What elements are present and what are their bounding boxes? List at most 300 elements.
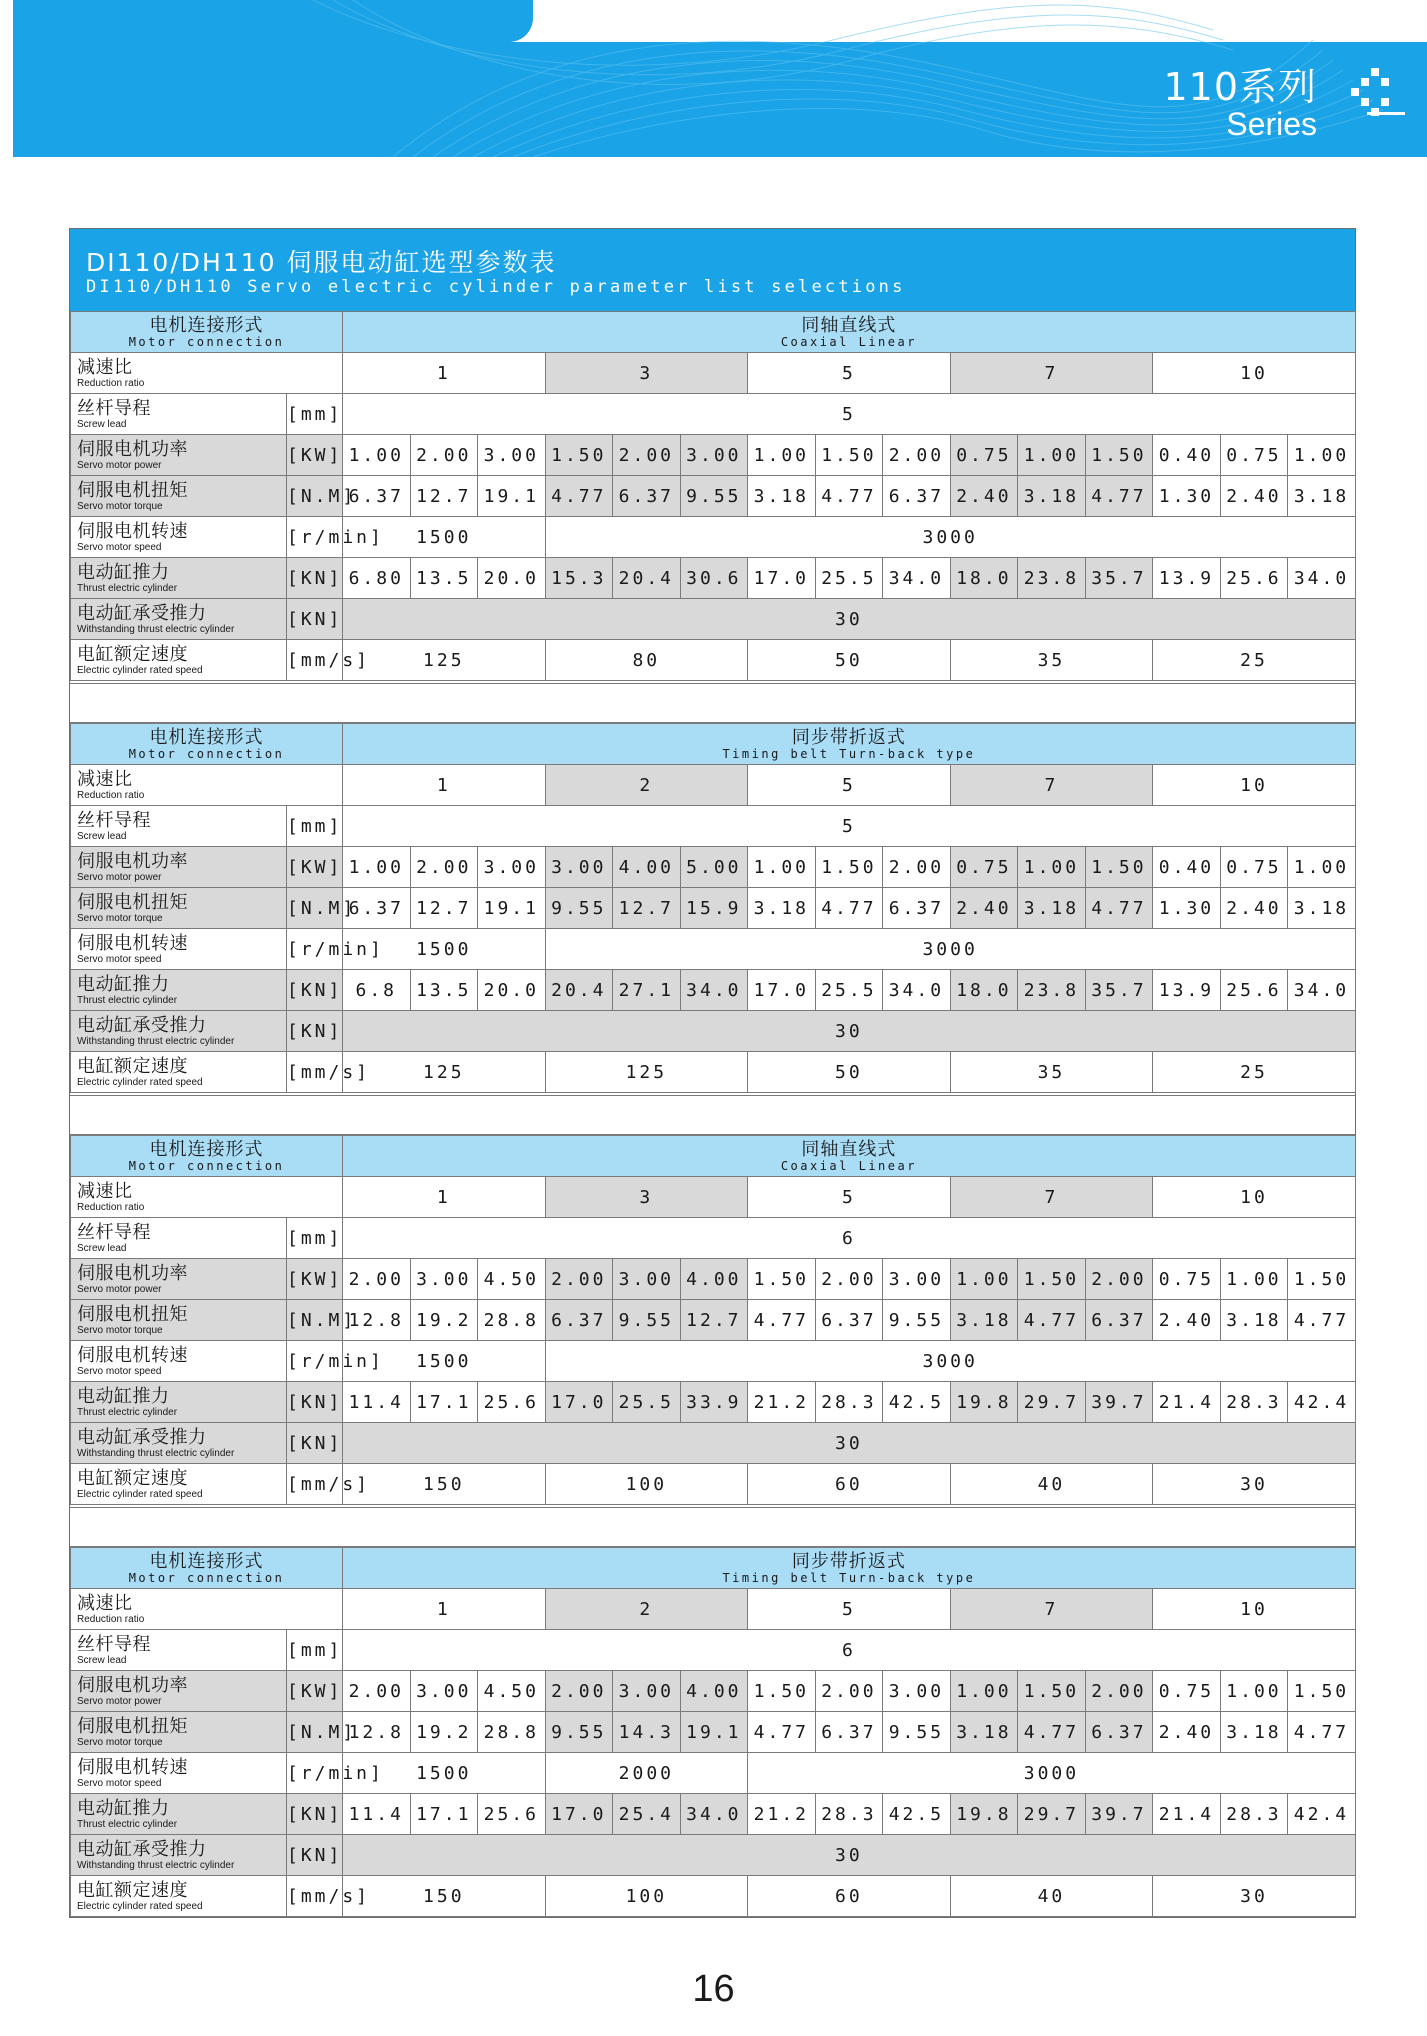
motor-power-value: 4.00: [680, 1671, 748, 1712]
screw-lead-row: [71, 806, 1356, 847]
cylinder-thrust-value: 13.9: [1153, 970, 1221, 1011]
motor-power-value: 2.00: [1085, 1259, 1153, 1300]
cylinder-thrust-value: 25.6: [478, 1382, 546, 1423]
cylinder-thrust-value: 39.7: [1085, 1382, 1153, 1423]
motor-connection-label: [71, 1136, 343, 1177]
screw-lead-value: 5: [343, 806, 1356, 847]
motor-connection-row: [71, 1548, 1356, 1589]
motor-torque-value: 2.40: [950, 888, 1018, 929]
motor-power-row: [71, 435, 1356, 476]
motor-power-value: 2.00: [883, 847, 951, 888]
motor-power-value: 1.00: [748, 847, 816, 888]
withstand-thrust-label: [71, 1835, 287, 1876]
cylinder-thrust-value: 28.3: [1220, 1794, 1288, 1835]
motor-power-value: 1.50: [748, 1259, 816, 1300]
motor-power-label-en: Servo motor power: [77, 871, 162, 883]
connection-type-cn: 同轴直线式: [801, 314, 897, 336]
rated-speed-label-en: Electric cylinder rated speed: [77, 1488, 203, 1500]
withstand-thrust-label-cn: 电动缸承受推力: [77, 602, 207, 624]
motor-speed-row: [71, 929, 1356, 970]
motor-power-value: 0.75: [950, 847, 1018, 888]
motor-power-value: 2.00: [815, 1259, 883, 1300]
rated-speed-value: 125: [343, 640, 546, 681]
cylinder-thrust-label-cn: 电动缸推力: [77, 1385, 170, 1407]
motor-torque-value: 4.77: [1085, 888, 1153, 929]
rated-speed-value: 40: [950, 1876, 1153, 1917]
motor-torque-value: 6.37: [815, 1712, 883, 1753]
motor-torque-unit: [N.M]: [287, 476, 343, 517]
cylinder-thrust-value: 25.6: [1220, 558, 1288, 599]
ratio-value: 10: [1153, 1177, 1356, 1218]
parameter-panel: [69, 228, 1356, 1918]
reduction-ratio-label-en: Reduction ratio: [77, 789, 145, 801]
cylinder-thrust-value: 19.8: [950, 1382, 1018, 1423]
ratio-value: 3: [545, 1177, 748, 1218]
cylinder-thrust-value: 25.5: [815, 970, 883, 1011]
rated-speed-label-cn: 电缸额定速度: [77, 643, 188, 665]
motor-speed-label: [71, 1753, 287, 1794]
motor-torque-value: 6.37: [343, 888, 411, 929]
cylinder-thrust-value: 29.7: [1018, 1794, 1086, 1835]
cylinder-thrust-value: 29.7: [1018, 1382, 1086, 1423]
cylinder-thrust-value: 20.0: [478, 558, 546, 599]
motor-torque-value: 19.2: [410, 1300, 478, 1341]
motor-power-value: 0.75: [950, 435, 1018, 476]
motor-power-value: 1.00: [950, 1671, 1018, 1712]
motor-speed-value: 3000: [545, 517, 1355, 558]
motor-speed-value: 1500: [343, 517, 546, 558]
cylinder-thrust-value: 42.5: [883, 1794, 951, 1835]
cylinder-thrust-label: [71, 558, 287, 599]
cylinder-thrust-value: 21.4: [1153, 1794, 1221, 1835]
motor-speed-unit: [r/min]: [287, 1341, 343, 1382]
cylinder-thrust-value: 23.8: [1018, 558, 1086, 599]
motor-torque-value: 3.18: [950, 1300, 1018, 1341]
withstand-thrust-unit: [KN]: [287, 1011, 343, 1052]
motor-torque-value: 6.37: [883, 476, 951, 517]
motor-torque-value: 14.3: [613, 1712, 681, 1753]
table-spacer: [70, 1507, 1355, 1547]
withstand-thrust-label-en: Withstanding thrust electric cylinder: [77, 1447, 235, 1459]
motor-power-unit: [KW]: [287, 1259, 343, 1300]
motor-torque-value: 2.40: [1153, 1712, 1221, 1753]
reduction-ratio-row: [71, 1589, 1356, 1630]
screw-lead-label-en: Screw lead: [77, 418, 127, 430]
motor-power-value: 1.00: [1220, 1259, 1288, 1300]
rated-speed-label-en: Electric cylinder rated speed: [77, 1900, 203, 1912]
rated-speed-unit: [mm/s]: [287, 1876, 343, 1917]
withstand-thrust-label-cn: 电动缸承受推力: [77, 1426, 207, 1448]
motor-torque-value: 9.55: [545, 1712, 613, 1753]
cylinder-thrust-unit: [KN]: [287, 1382, 343, 1423]
withstand-thrust-unit: [KN]: [287, 1835, 343, 1876]
connection-type: [343, 1548, 1356, 1589]
motor-speed-label: [71, 929, 287, 970]
cylinder-thrust-value: 34.0: [1288, 970, 1356, 1011]
withstand-thrust-label: [71, 1011, 287, 1052]
motor-connection-row: [71, 1136, 1356, 1177]
connection-type-en: Timing belt Turn-back type: [722, 746, 976, 761]
motor-torque-value: 28.8: [478, 1300, 546, 1341]
rated-speed-value: 150: [343, 1876, 546, 1917]
cylinder-thrust-value: 20.4: [545, 970, 613, 1011]
motor-power-value: 4.50: [478, 1671, 546, 1712]
connection-type-cn: 同轴直线式: [801, 1138, 897, 1160]
reduction-ratio-row: [71, 1177, 1356, 1218]
screw-lead-value: 6: [343, 1218, 1356, 1259]
rated-speed-value: 60: [748, 1876, 951, 1917]
withstand-thrust-label-en: Withstanding thrust electric cylinder: [77, 623, 235, 635]
page-number: 16: [692, 1968, 735, 2010]
motor-power-label: [71, 1671, 287, 1712]
cylinder-thrust-value: 17.0: [748, 970, 816, 1011]
reduction-ratio-label: [71, 1177, 343, 1218]
motor-power-value: 1.50: [1288, 1259, 1356, 1300]
cylinder-thrust-value: 30.6: [680, 558, 748, 599]
cylinder-thrust-value: 6.80: [343, 558, 411, 599]
ratio-value: 10: [1153, 765, 1356, 806]
panel-title-bar: [70, 229, 1355, 311]
cylinder-thrust-value: 25.6: [1220, 970, 1288, 1011]
cylinder-thrust-value: 34.0: [680, 1794, 748, 1835]
motor-power-value: 0.75: [1220, 435, 1288, 476]
motor-torque-value: 4.77: [748, 1300, 816, 1341]
motor-torque-value: 4.77: [815, 888, 883, 929]
cylinder-thrust-value: 21.2: [748, 1794, 816, 1835]
rated-speed-label-en: Electric cylinder rated speed: [77, 1076, 203, 1088]
cylinder-thrust-value: 25.6: [478, 1794, 546, 1835]
connection-type: [343, 1136, 1356, 1177]
rated-speed-label: [71, 640, 287, 681]
motor-torque-value: 9.55: [613, 1300, 681, 1341]
rated-speed-label: [71, 1876, 287, 1917]
motor-torque-value: 6.37: [1085, 1712, 1153, 1753]
cylinder-thrust-value: 18.0: [950, 970, 1018, 1011]
cylinder-thrust-value: 20.4: [613, 558, 681, 599]
motor-connection-en: Motor connection: [128, 1158, 285, 1173]
cylinder-thrust-value: 21.2: [748, 1382, 816, 1423]
motor-torque-value: 1.30: [1153, 476, 1221, 517]
motor-torque-value: 4.77: [815, 476, 883, 517]
spec-table-2: [70, 723, 1356, 1093]
motor-speed-unit: [r/min]: [287, 517, 343, 558]
motor-torque-unit: [N.M]: [287, 1300, 343, 1341]
cylinder-thrust-value: 11.4: [343, 1794, 411, 1835]
motor-torque-label-en: Servo motor torque: [77, 1324, 163, 1336]
motor-speed-unit: [r/min]: [287, 929, 343, 970]
withstand-thrust-label-cn: 电动缸承受推力: [77, 1838, 207, 1860]
motor-torque-value: 4.77: [1018, 1712, 1086, 1753]
table-spacer: [70, 683, 1355, 723]
cylinder-thrust-value: 17.0: [748, 558, 816, 599]
cylinder-thrust-row: [71, 1382, 1356, 1423]
rated-speed-value: 100: [545, 1464, 748, 1505]
cylinder-thrust-value: 17.0: [545, 1382, 613, 1423]
motor-power-value: 2.00: [545, 1259, 613, 1300]
cylinder-thrust-value: 34.0: [883, 970, 951, 1011]
withstand-thrust-value: 30: [343, 1835, 1356, 1876]
motor-torque-value: 3.18: [950, 1712, 1018, 1753]
motor-power-value: 2.00: [613, 435, 681, 476]
motor-torque-value: 12.7: [680, 1300, 748, 1341]
cylinder-thrust-value: 25.4: [613, 1794, 681, 1835]
panel-title-cn: DI110/DH110 伺服电动缸选型参数表: [86, 248, 557, 277]
motor-torque-value: 9.55: [545, 888, 613, 929]
motor-torque-value: 19.2: [410, 1712, 478, 1753]
screw-lead-row: [71, 1630, 1356, 1671]
motor-power-value: 3.00: [613, 1671, 681, 1712]
motor-power-value: 2.00: [410, 847, 478, 888]
withstand-thrust-label-en: Withstanding thrust electric cylinder: [77, 1859, 235, 1871]
ratio-value: 1: [343, 1177, 546, 1218]
ratio-value: 1: [343, 765, 546, 806]
motor-torque-value: 9.55: [680, 476, 748, 517]
motor-torque-value: 28.8: [478, 1712, 546, 1753]
motor-power-value: 1.50: [815, 847, 883, 888]
reduction-ratio-label-cn: 减速比: [77, 1180, 133, 1202]
cylinder-thrust-value: 28.3: [815, 1382, 883, 1423]
withstand-thrust-label: [71, 1423, 287, 1464]
screw-lead-label-en: Screw lead: [77, 1654, 127, 1666]
withstand-thrust-unit: [KN]: [287, 1423, 343, 1464]
ratio-value: 10: [1153, 1589, 1356, 1630]
rated-speed-unit: [mm/s]: [287, 1052, 343, 1093]
cylinder-thrust-label: [71, 1794, 287, 1835]
motor-power-value: 3.00: [545, 847, 613, 888]
motor-torque-label: [71, 888, 287, 929]
cylinder-thrust-label-cn: 电动缸推力: [77, 1797, 170, 1819]
reduction-ratio-label-cn: 减速比: [77, 356, 133, 378]
motor-power-value: 2.00: [343, 1671, 411, 1712]
motor-torque-value: 2.40: [1220, 888, 1288, 929]
motor-torque-value: 3.18: [748, 476, 816, 517]
motor-power-value: 0.40: [1153, 847, 1221, 888]
reduction-ratio-label-en: Reduction ratio: [77, 1613, 145, 1625]
motor-torque-unit: [N.M]: [287, 888, 343, 929]
connection-type: [343, 724, 1356, 765]
screw-lead-row: [71, 1218, 1356, 1259]
screw-lead-label-cn: 丝杆导程: [77, 1633, 151, 1655]
motor-power-value: 2.00: [883, 435, 951, 476]
rated-speed-label: [71, 1052, 287, 1093]
motor-torque-value: 9.55: [883, 1300, 951, 1341]
motor-connection-en: Motor connection: [128, 1570, 285, 1585]
reduction-ratio-label-en: Reduction ratio: [77, 1201, 145, 1213]
motor-torque-value: 15.9: [680, 888, 748, 929]
motor-power-value: 1.50: [545, 435, 613, 476]
motor-torque-value: 6.37: [815, 1300, 883, 1341]
cylinder-thrust-value: 18.0: [950, 558, 1018, 599]
cylinder-thrust-label-en: Thrust electric cylinder: [77, 1818, 178, 1830]
motor-speed-value: 3000: [545, 1341, 1355, 1382]
motor-connection-en: Motor connection: [128, 334, 285, 349]
screw-lead-row: [71, 394, 1356, 435]
screw-lead-label-cn: 丝杆导程: [77, 1221, 151, 1243]
panel-title-en: DI110/DH110 Servo electric cylinder parameter list selections: [86, 277, 906, 297]
connection-type-en: Coaxial Linear: [780, 1158, 917, 1173]
motor-torque-value: 9.55: [883, 1712, 951, 1753]
cylinder-thrust-value: 42.4: [1288, 1794, 1356, 1835]
reduction-ratio-label-en: Reduction ratio: [77, 377, 145, 389]
motor-torque-label-cn: 伺服电机扭矩: [77, 479, 188, 501]
rated-speed-value: 40: [950, 1464, 1153, 1505]
motor-power-value: 3.00: [478, 435, 546, 476]
cylinder-thrust-value: 34.0: [680, 970, 748, 1011]
motor-power-label-cn: 伺服电机功率: [77, 1262, 188, 1284]
motor-torque-value: 6.37: [1085, 1300, 1153, 1341]
motor-connection-row: [71, 724, 1356, 765]
rated-speed-unit: [mm/s]: [287, 640, 343, 681]
cylinder-thrust-value: 42.4: [1288, 1382, 1356, 1423]
cylinder-thrust-value: 13.9: [1153, 558, 1221, 599]
motor-torque-label-en: Servo motor torque: [77, 912, 163, 924]
screw-lead-label: [71, 394, 287, 435]
reduction-ratio-label: [71, 1589, 343, 1630]
motor-torque-value: 4.77: [1288, 1300, 1356, 1341]
screw-lead-label-en: Screw lead: [77, 830, 127, 842]
motor-torque-value: 4.77: [1018, 1300, 1086, 1341]
motor-power-value: 1.50: [1085, 847, 1153, 888]
ratio-value: 1: [343, 353, 546, 394]
ratio-value: 7: [950, 1589, 1153, 1630]
motor-speed-label-cn: 伺服电机转速: [77, 1756, 188, 1778]
spec-table-1: [70, 311, 1356, 681]
cylinder-thrust-label-en: Thrust electric cylinder: [77, 582, 178, 594]
rated-speed-label-cn: 电缸额定速度: [77, 1055, 188, 1077]
motor-connection-en: Motor connection: [128, 746, 285, 761]
motor-power-value: 5.00: [680, 847, 748, 888]
motor-torque-value: 12.7: [410, 476, 478, 517]
cylinder-thrust-unit: [KN]: [287, 558, 343, 599]
ratio-value: 5: [748, 1589, 951, 1630]
withstand-thrust-row: [71, 599, 1356, 640]
rated-speed-label-cn: 电缸额定速度: [77, 1879, 188, 1901]
spec-table-4: [70, 1547, 1356, 1917]
withstand-thrust-label: [71, 599, 287, 640]
cylinder-thrust-value: 6.8: [343, 970, 411, 1011]
rated-speed-value: 25: [1153, 640, 1356, 681]
cylinder-thrust-row: [71, 558, 1356, 599]
motor-power-value: 3.00: [410, 1259, 478, 1300]
rated-speed-value: 50: [748, 1052, 951, 1093]
screw-lead-unit: [mm]: [287, 394, 343, 435]
withstand-thrust-value: 30: [343, 599, 1356, 640]
cylinder-thrust-value: 25.5: [815, 558, 883, 599]
motor-power-value: 1.00: [343, 435, 411, 476]
motor-torque-value: 6.37: [343, 476, 411, 517]
screw-lead-value: 5: [343, 394, 1356, 435]
spec-table-3: [70, 1135, 1356, 1505]
motor-torque-value: 3.18: [1288, 476, 1356, 517]
motor-power-unit: [KW]: [287, 847, 343, 888]
screw-lead-unit: [mm]: [287, 1630, 343, 1671]
ratio-value: 2: [545, 765, 748, 806]
cylinder-thrust-label: [71, 1382, 287, 1423]
series-title-cn: 110系列: [1163, 65, 1317, 109]
motor-torque-label-cn: 伺服电机扭矩: [77, 1715, 188, 1737]
rated-speed-value: 80: [545, 640, 748, 681]
ratio-value: 10: [1153, 353, 1356, 394]
series-underline: [1367, 112, 1405, 115]
connection-type-en: Timing belt Turn-back type: [722, 1570, 976, 1585]
motor-torque-value: 19.1: [478, 476, 546, 517]
motor-torque-value: 4.77: [545, 476, 613, 517]
rated-speed-value: 125: [545, 1052, 748, 1093]
motor-speed-label-cn: 伺服电机转速: [77, 932, 188, 954]
cylinder-thrust-value: 13.5: [410, 970, 478, 1011]
motor-torque-row: [71, 476, 1356, 517]
motor-torque-value: 12.7: [613, 888, 681, 929]
motor-speed-value: 3000: [748, 1753, 1356, 1794]
rated-speed-label: [71, 1464, 287, 1505]
motor-power-row: [71, 847, 1356, 888]
motor-torque-label-cn: 伺服电机扭矩: [77, 891, 188, 913]
motor-power-value: 2.00: [545, 1671, 613, 1712]
cylinder-thrust-unit: [KN]: [287, 970, 343, 1011]
rated-speed-value: 35: [950, 640, 1153, 681]
cylinder-thrust-value: 42.5: [883, 1382, 951, 1423]
motor-torque-value: 3.18: [1288, 888, 1356, 929]
motor-power-value: 1.00: [1288, 847, 1356, 888]
motor-power-label-cn: 伺服电机功率: [77, 1674, 188, 1696]
motor-speed-row: [71, 1753, 1356, 1794]
rated-speed-label-en: Electric cylinder rated speed: [77, 664, 203, 676]
motor-speed-label: [71, 1341, 287, 1382]
motor-speed-label-cn: 伺服电机转速: [77, 520, 188, 542]
motor-torque-value: 1.30: [1153, 888, 1221, 929]
rated-speed-value: 60: [748, 1464, 951, 1505]
cylinder-thrust-label-cn: 电动缸推力: [77, 561, 170, 583]
motor-power-value: 1.00: [1288, 435, 1356, 476]
motor-power-value: 2.00: [343, 1259, 411, 1300]
motor-connection-label: [71, 1548, 343, 1589]
motor-speed-label-cn: 伺服电机转速: [77, 1344, 188, 1366]
motor-speed-label-en: Servo motor speed: [77, 541, 162, 553]
withstand-thrust-label-en: Withstanding thrust electric cylinder: [77, 1035, 235, 1047]
table-spacer: [70, 1095, 1355, 1135]
chevron-left-icon: [1337, 62, 1399, 118]
connection-type-cn: 同步带折返式: [791, 726, 906, 748]
motor-torque-unit: [N.M]: [287, 1712, 343, 1753]
motor-speed-value: 2000: [545, 1753, 748, 1794]
motor-torque-value: 4.77: [748, 1712, 816, 1753]
series-title-en: Series: [1226, 106, 1317, 142]
ratio-value: 7: [950, 765, 1153, 806]
cylinder-thrust-value: 23.8: [1018, 970, 1086, 1011]
ratio-value: 7: [950, 1177, 1153, 1218]
motor-speed-value: 1500: [343, 929, 546, 970]
screw-lead-label: [71, 806, 287, 847]
motor-power-label-en: Servo motor power: [77, 1283, 162, 1295]
motor-torque-value: 12.8: [343, 1300, 411, 1341]
motor-power-label: [71, 435, 287, 476]
motor-power-value: 3.00: [478, 847, 546, 888]
rated-speed-row: [71, 1052, 1356, 1093]
motor-power-value: 1.00: [343, 847, 411, 888]
motor-torque-label-en: Servo motor torque: [77, 500, 163, 512]
motor-connection-label: [71, 724, 343, 765]
motor-speed-unit: [r/min]: [287, 1753, 343, 1794]
rated-speed-row: [71, 1876, 1356, 1917]
motor-speed-label: [71, 517, 287, 558]
motor-power-value: 1.50: [1288, 1671, 1356, 1712]
cylinder-thrust-value: 34.0: [883, 558, 951, 599]
motor-torque-value: 2.40: [1153, 1300, 1221, 1341]
reduction-ratio-label-cn: 减速比: [77, 1592, 133, 1614]
motor-connection-row: [71, 312, 1356, 353]
motor-power-value: 1.50: [1018, 1259, 1086, 1300]
cylinder-thrust-label: [71, 970, 287, 1011]
